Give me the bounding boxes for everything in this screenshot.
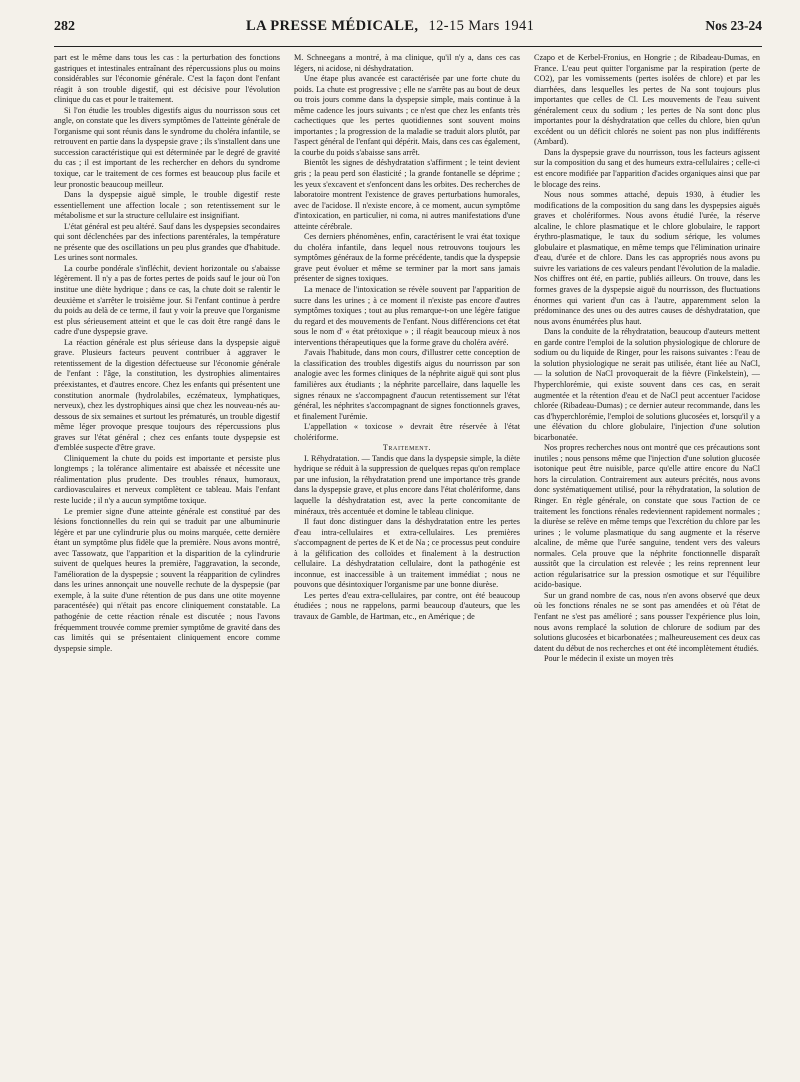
page-header	[54, 18, 762, 44]
paragraph: Czapo et de Kerbel-Fronius, en Hongrie ; de Ribadeau-Dumas, en France. L'eau peut quitter l'organisme par la respiration (perte de CO2), par les vomissements (pertes isolées de chlore) et par les diarrhées, dans lesquelles les pertes de Na sont toujours plus importantes que celles de Cl. Les mouvements de l'eau suivent généralement ceux du sodium ; les pertes de Na sont donc plus importantes pour la déshydratation que celles du chlore, bien qu'un excédent ou un déficit chlorés ne soient pas non plus indifférents (Ambard).	[534, 53, 760, 147]
paragraph: Si l'on étudie les troubles digestifs aigus du nourrisson sous cet angle, on constate que les divers symptômes de l'atteinte générale de l'organisme qui sont réunis dans le syndrome du choléra infantile, se retrouvent en partie dans la dyspepsie grave ; ils s'installent dans une succession caractéristique qui est déterminée par le degré de gravité du cas ; il est important de les rechercher en dehors du syndrome toxique, car le traitement de ces formes est beaucoup plus facile et leur pronostic beaucoup meilleur.	[54, 105, 280, 189]
paragraph: L'appellation « toxicose » devrait être réservée à l'état cholériforme.	[294, 422, 520, 442]
paragraph: La menace de l'intoxication se révèle souvent par l'apparition de sucre dans les urines ; à ce moment il n'existe pas encore d'autres symptômes toxiques ; tout au plus remarque-t-on une légère fatigue du regard et des mouvements de l'enfant. Nous différencions cet état sous le nom d' « état prétoxique » ; il réagit beaucoup mieux à nos interventions thérapeutiques que la forme grave du choléra avéré.	[294, 285, 520, 347]
paragraph: Dans la dyspepsie aiguë simple, le trouble digestif reste essentiellement une affection locale ; son retentissement sur le métabolisme et sur la structure cellulaire est insignifiant.	[54, 190, 280, 221]
issue-number: Nos 23-24	[705, 18, 762, 33]
paragraph: L'état général est peu altéré. Sauf dans les dyspepsies secondaires qui sont déclenchées par des infections parentérales, la température ne présente que des oscillations un peu plus grandes que d'habitude. Les urines sont normales.	[54, 221, 280, 263]
paragraph: M. Schneegans a montré, à ma clinique, qu'il n'y a, dans ces cas légers, ni acidose, ni déshydratation.	[294, 53, 520, 73]
text-column-1	[54, 53, 280, 665]
paragraph: Ces derniers phénomènes, enfin, caractérisent le vrai état toxique du choléra infantile, dans lequel nous retrouvons toujours les symptômes généraux de la forme précédente, tandis que la dyspepsie grave peut évoluer et même se terminer par la mort sans jamais présenter de signes toxiques.	[294, 232, 520, 284]
page-number: 282	[54, 19, 75, 34]
paragraph: Une étape plus avancée est caractérisée par une forte chute du poids. La chute est progressive ; elle ne s'arrête pas au bout de deux ou trois jours comme dans la dyspepsie simple, mais continue à la même cadence les jours suivants ; ce n'est que chez les enfants très cachectiques que les pertes quotidiennes sont souvent moins importantes ; la progression de la maladie se traduit alors plutôt, par l'aspect général de l'enfant qui dépérit. Mais, dans ces cas également, la courbe du poids s'abaisse sans arrêt.	[294, 74, 520, 157]
paragraph: Dans la dyspepsie grave du nourrisson, tous les facteurs agissent sur la composition du sang et des humeurs extra-cellulaires ; celle-ci est encore modifiée par l'apparition d'acides organiques ainsi que par le blocage des reins.	[534, 147, 760, 189]
section-heading: Traitement.	[382, 443, 432, 453]
paragraph: J'avais l'habitude, dans mon cours, d'illustrer cette conception de la classification des troubles digestifs aigus du nourrisson par son analogie avec les formes cliniques de la néphrite aiguë qui sont plus familières aux étudiants ; la néphrite parcellaire, dans laquelle les signes rénaux ne s'accompagnent d'aucun retentissement sur l'état général, les néphrites s'accompagnant de signes fonctionnels graves, et finalement l'urémie.	[294, 348, 520, 421]
journal-masthead	[246, 18, 534, 35]
paragraph: La réaction générale est plus sérieuse dans la dyspepsie aiguë grave. Plusieurs facteurs peuvent contribuer à aggraver le retentissement de la digestion défectueuse sur l'économie générale de l'enfant : l'âge, la constitution, les dystrophies alimentaires préexistantes, et d'autres encore. Chez les enfants qui présentent une constitution anormale (hydrolabiles, eczémateux, lymphatiques, nerveux), chez les dystrophiques ainsi que chez les nouveau-nés au-dessous de six semaines et surtout les prématurés, un trouble digestif même léger provoque presque toujours des répercussions plus graves sur l'état général ; chez ces enfants toute dyspepsie est d'emblée suspecte d'être grave.	[54, 337, 280, 453]
paragraph: part est le même dans tous les cas : la perturbation des fonctions gastriques et intestinales entraînant des répercussions plus ou moins considérables sur l'économie générale. C'est la façon dont l'enfant réagit à son trouble digestif, qui est décisive pour l'évolution clinique du cas et pour le traitement.	[54, 53, 280, 105]
paragraph: Il faut donc distinguer dans la déshydratation entre les pertes d'eau intra-cellulaires et extra-cellulaires. Les premières s'accompagnent de pertes de K et de Na ; ce processus peut conduire à la gélification des colloïdes et finalement à la destruction cellulaire. La déshydratation cellulaire, dont la pathogénie est inconnue, est inaccessible à un traitement immédiat ; nous ne pouvons que désintoxiquer l'organisme par une bonne diurèse.	[294, 517, 520, 590]
journal-title: LA PRESSE MÉDICALE,	[246, 18, 419, 34]
text-column-3	[534, 53, 760, 665]
paragraph: Nos propres recherches nous ont montré que ces précautions sont inutiles ; nous pensons même que l'injection d'une solution glucosée isotonique peut être nuisible, parce qu'elle attire encore du NaCl hors la circulation. Contrairement aux auteurs précités, nous avons donc systématiquement utilisé, pour la réhydratation, la solution de Ringer. En règle générale, on constate que sous l'action de ce traitement les fonctions rénales redeviennent rapidement normales ; la diurèse se relève en même temps que l'excrétion du chlore par les urines ; le volume plasmatique du sang augmente et la réserve alcaline, de même que l'urée sanguine, tendent vers des valeurs normales. Cela prouve que la néphrite fonctionnelle disparaît aussitôt que la circulation est relevée ; les reins reprennent leur action régularisatrice sur la pression osmotique et sur l'équilibre acido-basique.	[534, 443, 760, 590]
paragraph: La courbe pondérale s'infléchit, devient horizontale ou s'abaisse légèrement. Il n'y a pas de fortes pertes de poids sauf le jour où l'on institue une diète hydrique ; dans ce cas, la chute doit se ralentir le deuxième et s'arrêter le troisième jour. Si l'enfant continue à perdre du poids au delà de ce terme, il faut y voir la preuve que l'organisme est plus sérieusement atteint et que le cas doit être rangé dans le cadre d'une dyspepsie grave.	[54, 263, 280, 337]
paragraph: Cliniquement la chute du poids est importante et persiste plus longtemps ; la tolérance alimentaire est abaissée et nécessite une réalimentation plus prudente. Des troubles rénaux, humoraux, cardiovasculaires et nerveux complètent ce tableau. Mais l'enfant reste lucide ; il n'y a aucun symptôme toxique.	[54, 453, 280, 505]
paragraph: Bientôt les signes de déshydratation s'affirment ; le teint devient gris ; la peau perd son élasticité ; la grande fontanelle se déprime ; les yeux s'excavent et s'enfoncent dans les orbites. Des recherches de laboratoire montrent l'existence de graves perturbations humorales, avec de l'acidose. Il n'existe encore, à ce moment, aucun symptôme d'intoxication, en particulier, ni coma, ni autres manifestations d'une atteinte cérébrale.	[294, 158, 520, 231]
paragraph: Le premier signe d'une atteinte générale est constitué par des lésions fonctionnelles du rein qui se traduit par une albuminurie légère et par une cylindrurie plus ou moins marquée, cette dernière étant un symptôme plus fidèle que la première. Nous avons montré, avec Tassowatz, que l'apparition et la disparition de la cylindrurie suivent de quelques heures la première, l'aggravation, la seconde, l'amélioration de la dyspepsie ; souvent la réapparition de cylindres dans les urines annonçait une nouvelle rechute de la dyspepsie (par exemple, à la suite d'une rétention de pus dans une otite moyenne paracentésée) qui n'était pas encore cliniquement constatable. La pathogénie de cette réaction rénale est discutée ; nous l'avons fréquemment trouvée comme premier symptôme de gravité dans des cas limités qui se présentaient cliniquement encore comme dyspepsie simple.	[54, 506, 280, 653]
paragraph: Dans la conduite de la réhydratation, beaucoup d'auteurs mettent en garde contre l'emploi de la solution physiologique de chlorure de sodium ou du liquide de Ringer, pour les raisons suivantes : l'eau de la solution physiologique ne serait pas utilisée, étant liée au NaCl, — la solution de NaCl provoquerait de la fièvre (Finkelstein), — l'hyperchlorémie, qui existe souvent dans ces cas, en serait augmentée et la rétention d'eau et de NaCl peut accentuer l'acidose chlorée (Ribadeau-Dumas) ; ce dernier auteur recommande, dans les cas d'hyperchlorémie, l'emploi de solutions glucosées et, lorsqu'il y a une élévation du chlore globulaire, l'injection d'une solution bicarbonatée.	[534, 327, 760, 442]
text-column-2	[294, 53, 520, 665]
article-columns	[54, 53, 762, 665]
paragraph: I. Réhydratation. — Tandis que dans la dyspepsie simple, la diète hydrique se réduit à la suppression de quelques repas qu'on remplace par une infusion, la réhydratation prend une importance très grande dans la dyspepsie grave, et plus encore dans l'état cholériforme, dans laquelle la déshydratation est, avec la perte concomitante de minéraux, très accentuée et domine le tableau clinique.	[294, 453, 520, 516]
paragraph: Pour le médecin il existe un moyen très	[544, 654, 674, 664]
paragraph: Nous nous sommes attaché, depuis 1930, à étudier les modifications de la composition du sang dans les dyspepsies aiguës graves et cholériformes. Nous avons étudié l'urée, la réserve alcaline, le chlore plasmatique et le chlore globulaire, le rapport érythro-plasmatique, le taux du sodium sérique, les volumes globulaire et plasmatique, en même temps que l'élimination urinaire d'eau, d'urée et de chlore. Dans les cas appropriés nous avons pu suivre les variations de ces valeurs pendant l'évolution de la maladie. Nos chiffres ont été, en partie, publiés ailleurs. On trouve, dans les formes graves de la dyspepsie aiguë du nourrisson, des fluctuations énormes qui varient d'un cas à l'autre, apparemment selon la prédominance des unes ou des autres causes de déshydratation, que nous avons énumérées plus haut.	[534, 190, 760, 326]
issue-date: 12-15 Mars 1941	[428, 18, 535, 34]
header-rule	[54, 46, 762, 47]
paragraph: Les pertes d'eau extra-cellulaires, par contre, ont été beaucoup étudiées ; nous ne rappelons, parmi beaucoup d'auteurs, que les travaux de Gamble, de Hartman, etc., en Amérique ; de	[294, 590, 520, 621]
paragraph: Sur un grand nombre de cas, nous n'en avons observé que deux où les fonctions rénales ne se sont pas amendées et où l'état de l'enfant ne s'est pas amélioré ; sans pousser l'expérience plus loin, nous avons remplacé la solution de chlorure de sodium par des solutions glucosées et bicarbonatées ; malheureusement ces deux cas datent du début de nos recherches et ont été incomplètement étudiés.	[534, 590, 760, 653]
